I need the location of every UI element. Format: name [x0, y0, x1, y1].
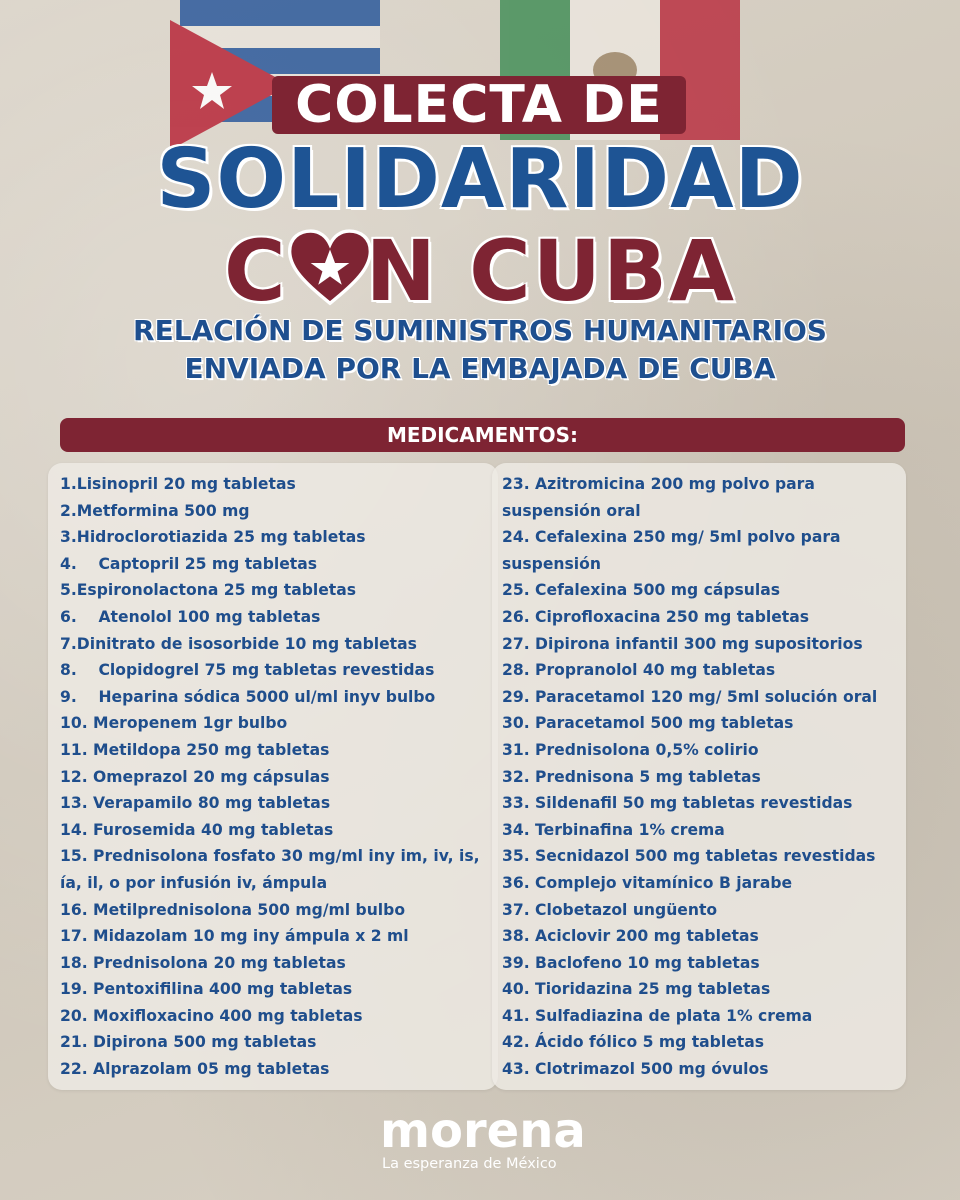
list-item: 4. Captopril 25 mg tabletas	[60, 554, 318, 573]
list-item: 19. Pentoxifilina 400 mg tabletas	[60, 980, 353, 999]
title-line3-start: C	[223, 222, 288, 321]
list-item: 40. Tioridazina 25 mg tabletas	[502, 980, 771, 999]
list-item: 10. Meropenem 1gr bulbo	[60, 714, 288, 733]
title-line3	[0, 220, 960, 321]
title-banner	[272, 76, 686, 134]
list-item: 5.Espironolactona 25 mg tabletas	[60, 581, 357, 600]
list-item: 1.Lisinopril 20 mg tabletas	[60, 475, 296, 493]
list-item: 20. Moxifloxacino 400 mg tabletas	[60, 1006, 363, 1025]
list-item: 22. Alprazolam 05 mg tabletas	[60, 1060, 330, 1079]
list-item: 43. Clotrimazol 500 mg óvulos	[502, 1060, 769, 1079]
list-item: 16. Metilprednisolona 500 mg/ml bulbo	[60, 900, 406, 919]
list-item: 42. Ácido fólico 5 mg tabletas	[502, 1033, 765, 1052]
medications-list-right	[502, 471, 902, 1083]
morena-logo	[380, 1103, 590, 1178]
medications-panel-right	[492, 463, 906, 1090]
medications-panel-left	[48, 463, 498, 1090]
list-item: 17. Midazolam 10 mg iny ámpula x 2 ml	[60, 927, 409, 946]
list-item: 9. Heparina sódica 5000 ul/ml inyv bulbo	[60, 687, 436, 706]
list-item: 21. Dipirona 500 mg tabletas	[60, 1033, 317, 1052]
list-item: 27. Dipirona infantil 300 mg supositorios	[502, 634, 863, 653]
logo-wordmark: morena	[380, 1103, 586, 1159]
list-item: 15. Prednisolona fosfato 30 mg/ml iny im, iv, is, ía, il, o por infusión iv, ámpula	[60, 847, 480, 892]
list-item: 41. Sulfadiazina de plata 1% crema	[502, 1006, 813, 1025]
list-item: 23. Azitromicina 200 mg polvo para suspensión oral	[502, 475, 815, 520]
list-item: 18. Prednisolona 20 mg tabletas	[60, 953, 346, 972]
logo-tagline: La esperanza de México	[382, 1156, 557, 1172]
list-item: 38. Aciclovir 200 mg tabletas	[502, 927, 759, 946]
list-item: 33. Sildenafil 50 mg tabletas revestidas	[502, 794, 853, 813]
list-item: 31. Prednisolona 0,5% colirio	[502, 740, 759, 759]
medications-list-left	[60, 471, 492, 1083]
subtitle-line1: RELACIÓN DE SUMINISTROS HUMANITARIOS	[133, 314, 827, 347]
list-item: 13. Verapamilo 80 mg tabletas	[60, 794, 331, 813]
title-line3-end: N CUBA	[365, 222, 737, 321]
list-item: 2.Metformina 500 mg	[60, 501, 250, 520]
list-item: 11. Metildopa 250 mg tabletas	[60, 740, 330, 759]
list-item: 37. Clobetazol ungüento	[502, 900, 718, 919]
list-item: 36. Complejo vitamínico B jarabe	[502, 873, 793, 892]
subtitle-line2: ENVIADA POR LA EMBAJADA DE CUBA	[184, 352, 776, 385]
list-item: 25. Cefalexina 500 mg cápsulas	[502, 581, 781, 600]
title-line2: SOLIDARIDAD	[156, 132, 804, 227]
title-line1: COLECTA DE	[295, 75, 663, 135]
heart-star-icon	[288, 229, 372, 307]
subtitle	[0, 312, 960, 388]
list-item: 35. Secnidazol 500 mg tabletas revestidas	[502, 847, 876, 866]
header	[0, 0, 960, 400]
list-item: 28. Propranolol 40 mg tabletas	[502, 661, 776, 680]
list-item: 8. Clopidogrel 75 mg tabletas revestidas	[60, 661, 435, 680]
list-item: 30. Paracetamol 500 mg tabletas	[502, 714, 794, 733]
list-item: 12. Omeprazol 20 mg cápsulas	[60, 767, 330, 786]
list-item: 14. Furosemida 40 mg tabletas	[60, 820, 334, 839]
list-item: 39. Baclofeno 10 mg tabletas	[502, 953, 760, 972]
list-item: 7.Dinitrato de isosorbide 10 mg tabletas	[60, 634, 417, 653]
list-item: 24. Cefalexina 250 mg/ 5ml polvo para suspensión	[502, 528, 841, 573]
section-banner: MEDICAMENTOS:	[60, 418, 905, 452]
list-item: 32. Prednisona 5 mg tabletas	[502, 767, 761, 786]
list-item: 26. Ciprofloxacina 250 mg tabletas	[502, 607, 810, 626]
list-item: 29. Paracetamol 120 mg/ 5ml solución oral	[502, 687, 878, 706]
list-item: 6. Atenolol 100 mg tabletas	[60, 607, 321, 626]
list-item: 34. Terbinafina 1% crema	[502, 820, 725, 839]
list-item: 3.Hidroclorotiazida 25 mg tabletas	[60, 528, 366, 547]
